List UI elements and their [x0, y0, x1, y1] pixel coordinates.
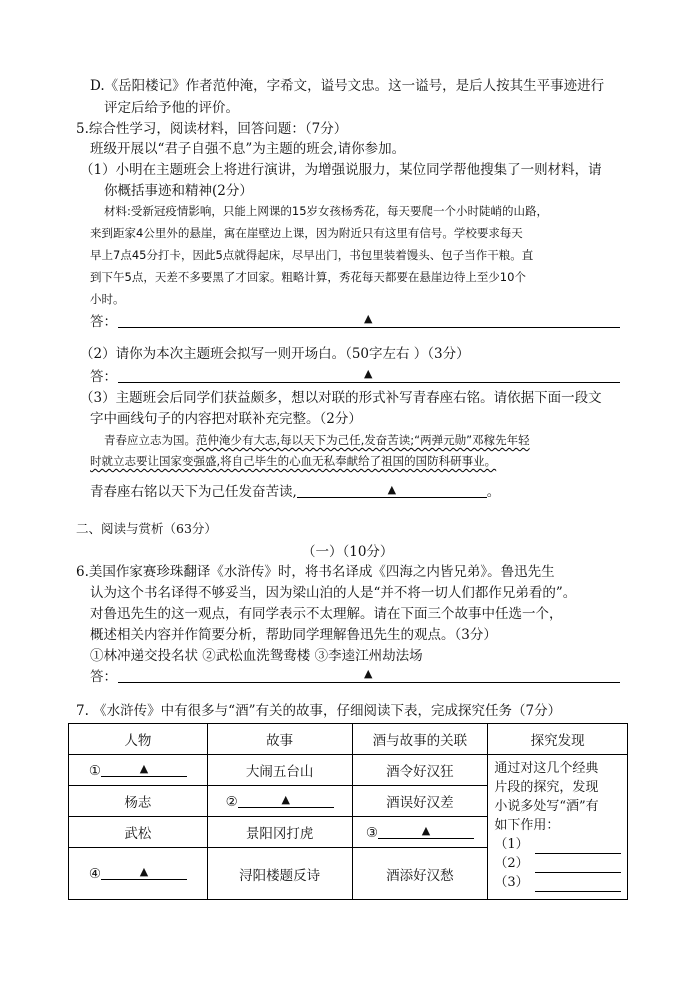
cell-person-4: [69, 848, 208, 900]
q5-3-line1: （3）主题班会后同学们获益颇多，想以对联的形式补写青春座右铭。请依据下面一段文: [80, 390, 602, 406]
blank-marker: ▲: [421, 823, 431, 837]
header-discovery: 探究发现: [488, 724, 628, 755]
cell-story-3: 景阳冈打虎: [207, 817, 352, 848]
discovery-cell: [488, 755, 628, 900]
blank-story-2[interactable]: [238, 793, 334, 808]
q5-1-line2: 你概括事迹和精神(2分）: [104, 183, 253, 199]
cell-link-1: 酒令好汉狂: [352, 755, 488, 786]
header-person: 人物: [69, 724, 208, 755]
cell-link-4: 酒添好汉愁: [352, 848, 488, 900]
discovery-item-2: [494, 854, 621, 873]
material-line3: 早上7点45分打卡，因此5点就得起床，尽早出门，书包里装着馒头、包子当作干粮。直: [90, 248, 534, 262]
q6-line2: 认为这个书名译得不够妥当，因为梁山泊的人是“并不将一切人们都作兄弟看的”。: [90, 585, 577, 601]
cell-person-2: 杨志: [69, 786, 208, 817]
answer-label-1: 答：: [90, 314, 117, 330]
q6-line3: 对鲁迅先生的这一观点，有同学表示不太理解。请在下面三个故事中任选一个，: [90, 606, 563, 622]
q6-options: ①林冲递交投名状 ②武松血洗鸳鸯楼 ③李逵江州劫法场: [90, 648, 423, 664]
cell-person-3: 武松: [69, 817, 208, 848]
blank-link-3[interactable]: [378, 824, 474, 839]
q5-2: （2）请你为本次主题班会拟写一则开场白。（50字左右 ）（3分）: [80, 346, 470, 362]
discovery-text-1: 通过对这几个经典: [494, 761, 599, 776]
couplet-prefix: 青春座右铭以天下为己任发奋苦读,: [90, 484, 297, 500]
discovery-blank-3[interactable]: [535, 877, 621, 892]
couplet-marker: ▲: [387, 483, 397, 496]
q6-line4: 概述相关内容并作简要分析，帮助同学理解鲁迅先生的观点。（3分）: [90, 627, 497, 643]
answer-marker-2: ▲: [364, 367, 373, 380]
answer-label-3: 答：: [90, 669, 117, 685]
discovery-item-label: （1）: [494, 837, 529, 852]
option-d-line1: D.《岳阳楼记》作者范仲淹，字希文，谥号文忠。这一谥号，是后人按其生平事迹进行: [90, 78, 605, 94]
section-2-heading: 二、阅读与赏析（63分）: [76, 521, 217, 536]
circled-number-1: ①: [88, 762, 101, 779]
discovery-blank-2[interactable]: [535, 858, 621, 873]
discovery-item-1: [494, 835, 621, 854]
material-line2: 来到距家4公里外的悬崖，寓在崖壁边上课，因为附近只有这里有信号。学校要求每天: [90, 226, 523, 240]
answer-line-2[interactable]: [118, 382, 620, 383]
couplet-line: [90, 483, 500, 501]
youth-underlined-text-2: 时就立志要让国家变强盛,将自己毕生的心血无私奉献给了祖国的国防科研事业。: [90, 454, 497, 468]
blank-marker: ▲: [139, 761, 149, 775]
discovery-item-label: （2）: [494, 856, 529, 871]
q7-title: 7. 《水浒传》中有很多与“酒”有关的故事，仔细阅读下表，完成探究任务（7分）: [76, 703, 562, 719]
material-line4: 到下午5点，天差不多要黑了才回家。粗略计算，秀花每天都要在悬崖边待上至少10个: [90, 270, 526, 284]
circled-number-4: ④: [88, 866, 101, 882]
cell-story-4: 浔阳楼题反诗: [207, 848, 352, 900]
youth-underlined-text-1: 范仲淹少有大志,每以天下为己任,发奋苦读;“两弹元勋”邓稼先年轻: [196, 433, 530, 447]
part-1-heading: （一）（10分）: [302, 544, 394, 560]
discovery-text-2: 片段的探究，发现: [494, 780, 599, 795]
answer-marker-1: ▲: [364, 312, 373, 325]
answer-label-2: 答：: [90, 369, 117, 385]
youth-passage-line2: [90, 451, 496, 471]
couplet-suffix: 。: [486, 484, 501, 500]
q5-3-line2: 字中画线句子的内容把对联补充完整。（2分）: [90, 411, 362, 427]
blank-person-4[interactable]: [101, 865, 187, 880]
circled-number-3: ③: [365, 824, 378, 841]
cell-story-2: [207, 786, 352, 817]
table-header-row: [69, 724, 628, 755]
header-story: 故事: [207, 724, 352, 755]
answer-line-1[interactable]: [118, 327, 620, 328]
answer-marker-3: ▲: [364, 667, 373, 680]
cell-story-1: 大闹五台山: [207, 755, 352, 786]
blank-person-1[interactable]: [101, 762, 187, 777]
table-row: [69, 755, 628, 786]
q5-intro: 班级开展以“君子自强不息”为主题的班会,请你参加。: [90, 141, 406, 157]
option-d-line2: 评定后给予他的评价。: [104, 100, 239, 116]
cell-link-3: [352, 817, 488, 848]
cell-link-2: 酒误好汉差: [352, 786, 488, 817]
blank-marker: ▲: [281, 792, 290, 806]
q5-1-line1: （1）小明在主题班会上将进行演讲，为增强说服力，某位同学帮他搜集了一则材料，请: [80, 162, 602, 178]
discovery-blank-1[interactable]: [535, 839, 621, 854]
youth-plain-text: 青春应立志为国。: [104, 433, 196, 447]
youth-passage-line1: [104, 430, 530, 450]
wine-story-table: [68, 723, 628, 900]
header-link: 酒与故事的关联: [352, 724, 488, 755]
cell-person-1: [69, 755, 208, 786]
answer-line-3[interactable]: [118, 682, 620, 683]
q5-title: 5.综合性学习，阅读材料，回答问题：（7分）: [76, 121, 348, 137]
material-line5: 小时。: [90, 292, 125, 306]
discovery-text-3: 小说多处写“酒”有: [494, 799, 599, 814]
blank-marker: ▲: [139, 865, 149, 878]
discovery-item-label: （3）: [494, 875, 529, 890]
couplet-blank[interactable]: [297, 483, 487, 498]
material-line1: 材料:受新冠疫情影响，只能上网课的15岁女孩杨秀花，每天要爬一个小时陡峭的山路，: [104, 204, 549, 218]
discovery-item-3: [494, 873, 621, 892]
discovery-text-4: 如下作用：: [494, 818, 560, 833]
q6-line1: 6.美国作家赛珍珠翻译《水浒传》时，将书名译成《四海之内皆兄弟》。鲁迅先生: [76, 564, 555, 580]
circled-number-2: ②: [225, 793, 238, 810]
